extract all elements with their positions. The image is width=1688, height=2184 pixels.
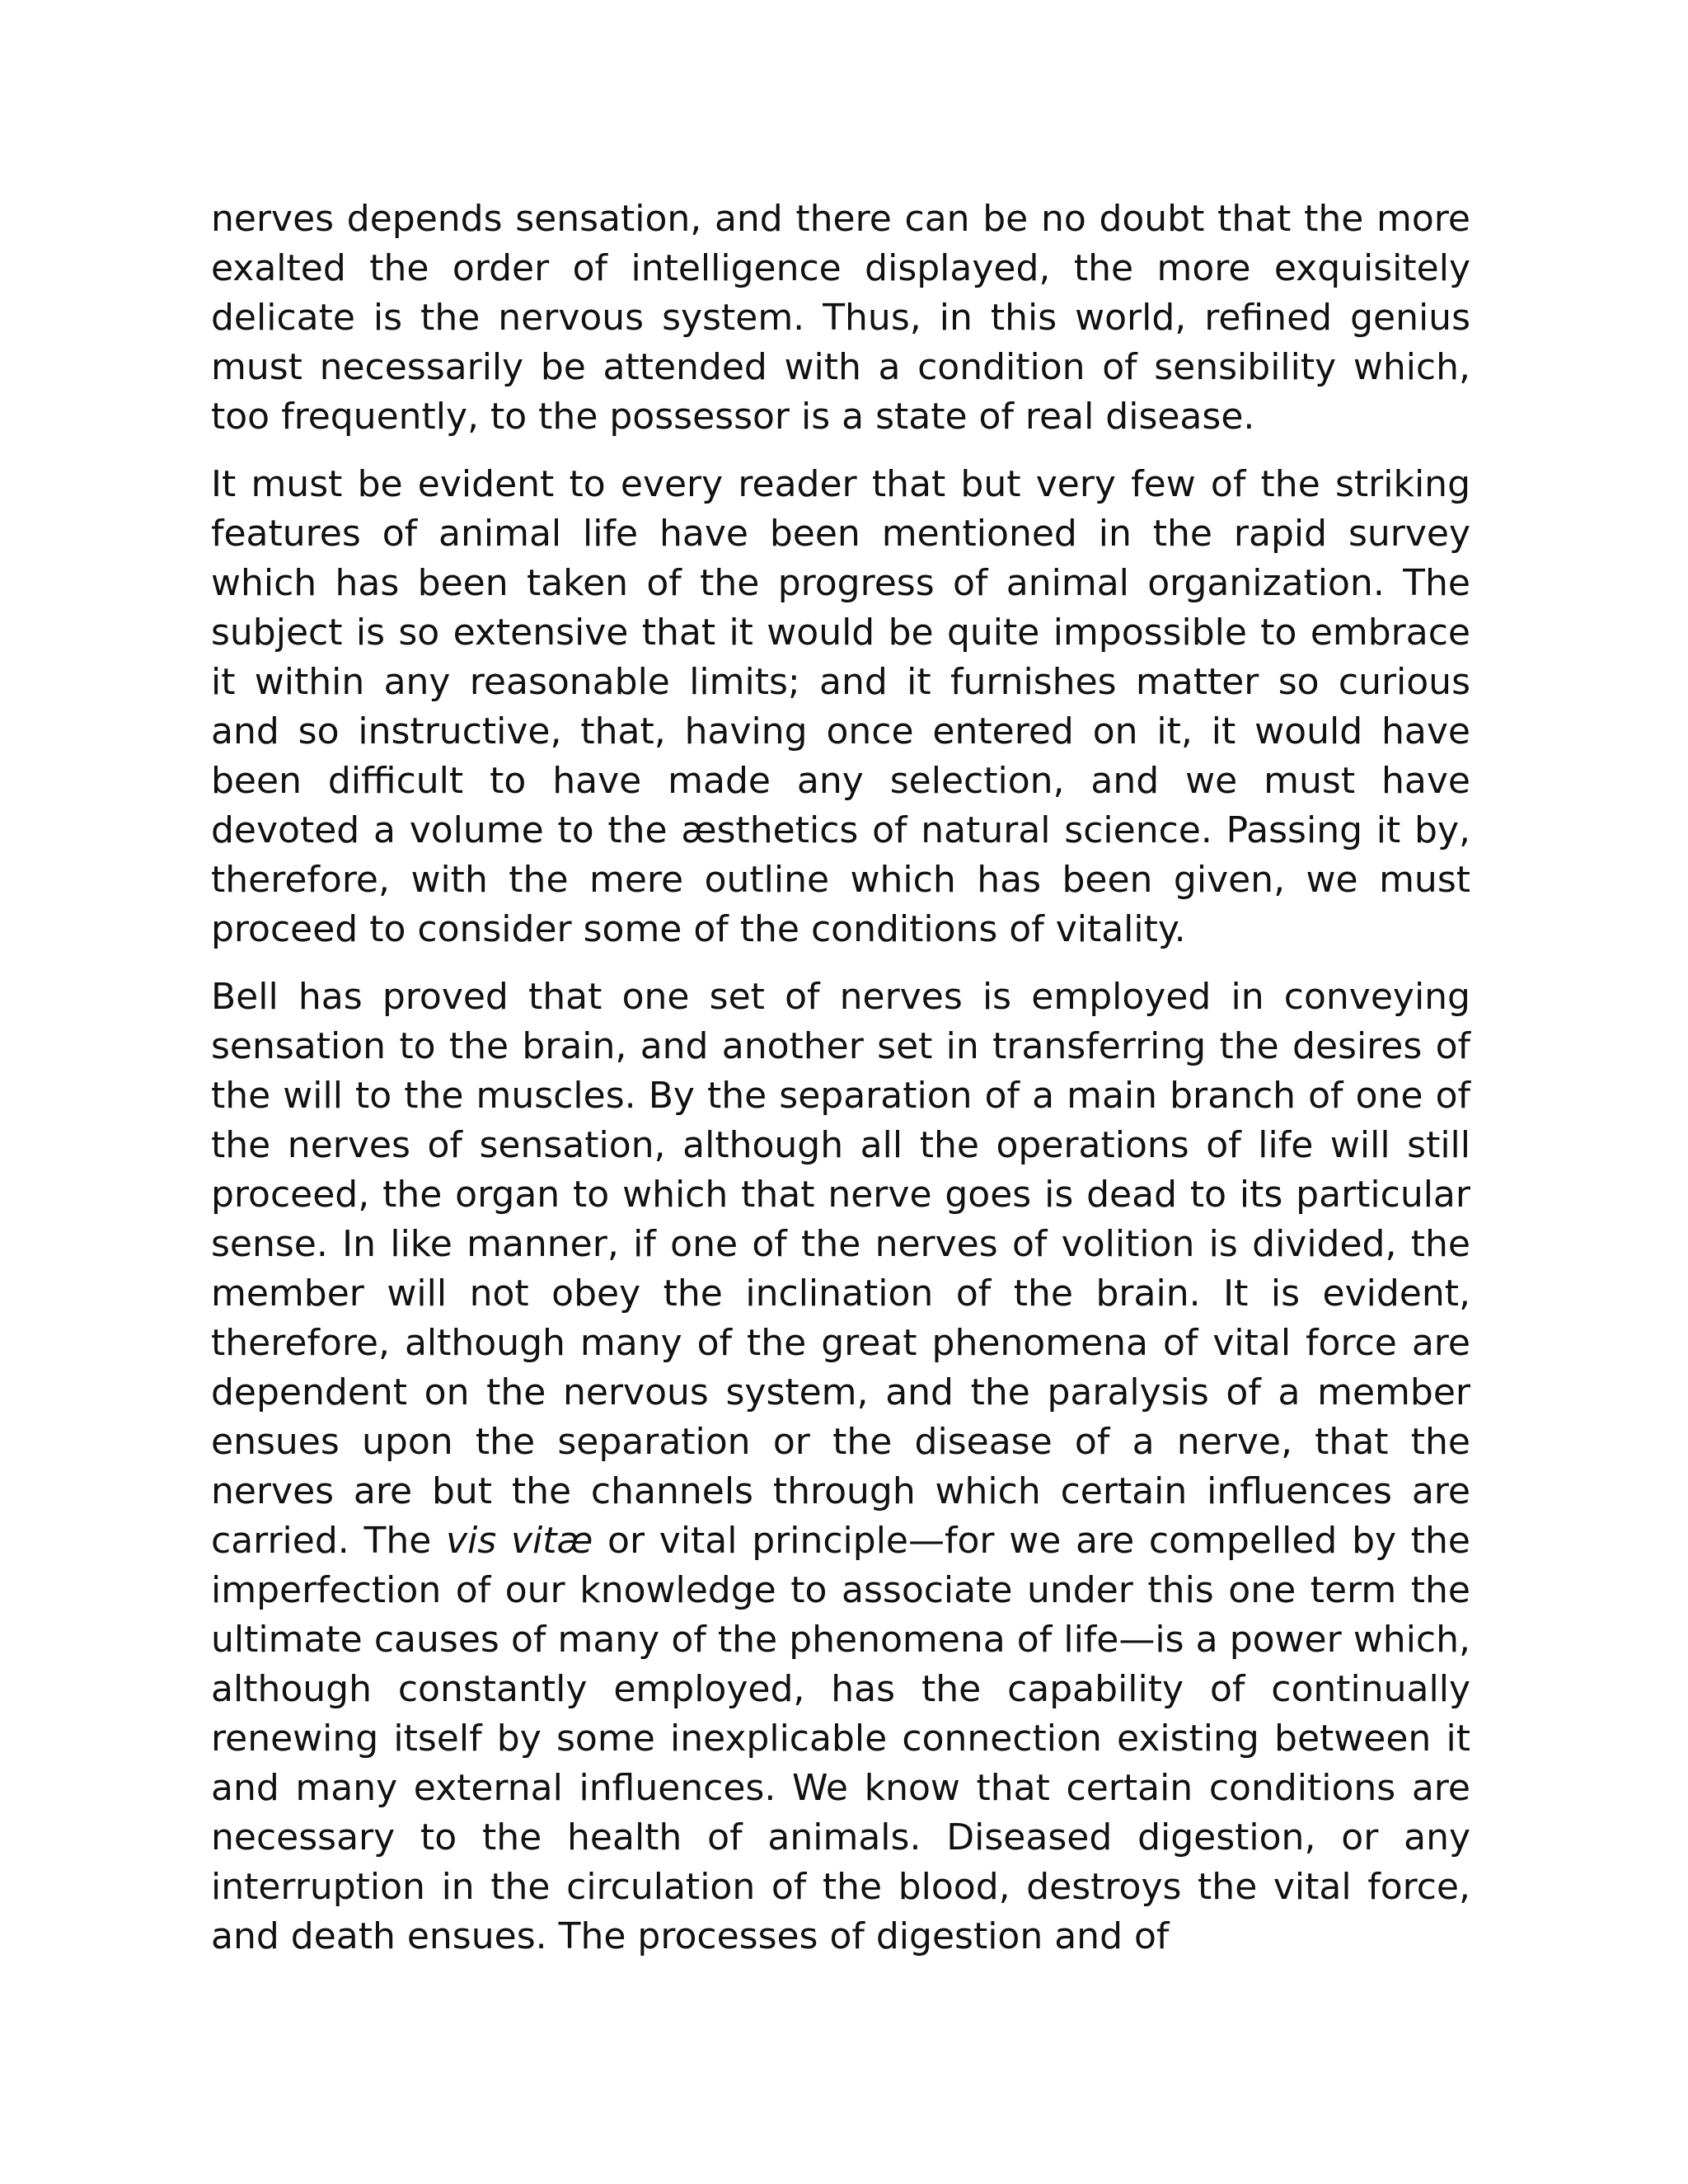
paragraph-1: nerves depends sensation, and there can be no doubt that the more exalted the order of intelligence displayed, the more exquisitely delicate is the nervous system. Thus, in this world, refined genius must necessarily be attended with a condition of sensibility which, too frequently, to the possessor is a state of real disease. (211, 198, 1470, 438)
paragraph-3-italic-term: vis vitæ (446, 1520, 593, 1562)
paragraph-3 (211, 972, 1470, 1961)
paragraph-3-text-after: or vital principle—for we are compelled by the imperfection of our knowledge to associate under this one term the ultimate causes of many of the phenomena of life—is a power which, although constantly employed, has the capability of continually renewing itself by some inexplicable connection existing between it and many external influences. We know that certain conditions are necessary to the health of animals. Diseased digestion, or any interruption in the circulation of the blood, destroys the vital force, and death ensues. The processes of digestion and of (211, 1520, 1470, 1957)
paragraph-3-text-before: Bell has proved that one set of nerves is employed in conveying sensation to the brain, and another set in transferring the desires of the will to the muscles. By the separation of a main branch of one of the nerves of sensation, although all the operations of life will still proceed, the organ to which that nerve goes is dead to its particular sense. In like manner, if one of the nerves of volition is divided, the member will not obey the inclination of the brain. It is evident, therefore, although many of the great phenomena of vital force are dependent on the nervous system, and the paralysis of a member ensues upon the separation or the disease of a nerve, that the nerves are but the channels through which certain influences are carried. The (211, 976, 1470, 1562)
page-body (211, 194, 1470, 1980)
paragraph-2: It must be evident to every reader that but very few of the striking features of animal life have been mentioned in the rapid survey which has been taken of the progress of animal organization. The subject is so extensive that it would be quite impossible to embrace it within any reasonable limits; and it furnishes matter so curious and so instructive, that, having once entered on it, it would have been difficult to have made any selection, and we must have devoted a volume to the æsthetics of natural science. Passing it by, therefore, with the mere outline which has been given, we must proceed to consider some of the conditions of vitality. (211, 463, 1470, 950)
